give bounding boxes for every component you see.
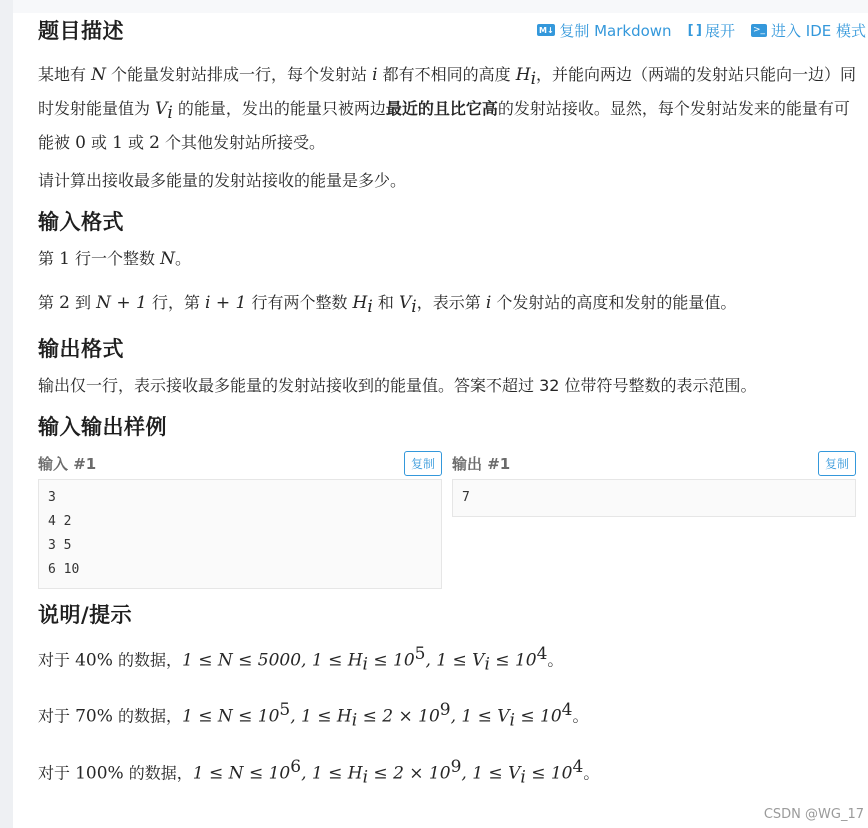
description-paragraph: 某地有 N 个能量发射站排成一行，每个发射站 i 都有不相同的高度 $H_i$，并能向两边（两端的发射站只能向一边）同时发射能量值为 $V_i$ 的能量，发出的能量只被两边最近的且比它高的发射站接收。显然，每个发射站发来的能量有可能被 0 或 1 或 2 个其他发射站所接受。 <box>38 65 857 154</box>
description-header <box>38 14 866 46</box>
markdown-icon: M↓ <box>538 25 554 35</box>
hint-row: 对于 40% 的数据，1 ≤ N ≤ 5000, $1 \le H_i \le 10^5$, $1 \le V_i \le 10^4$。 <box>38 643 564 675</box>
input-format-title: 输入格式 <box>38 210 124 235</box>
input-format-line1: 第 1 行一个整数 N。 <box>38 249 191 270</box>
hint-row: 对于 100% 的数据，$1 \le N \le 10^6$, $1 \le H_i \le 2 \times 10^9$, $1 \le V_i \le 10^4$。 <box>38 756 600 788</box>
sample-output-header <box>452 449 856 479</box>
input-format-line2: 第 2 到 N + 1 行，第 i + 1 行有两个整数 $H_i$ 和 $V_i$，表示第 i 个发射站的高度和发射的能量值。 <box>38 293 737 318</box>
hint-row: 对于 70% 的数据，$1 \le N \le 10^5$, $1 \le H_i \le 2 \times 10^9$, $1 \le V_i \le 10^4$。 <box>38 700 589 731</box>
code-line: 3 5 <box>48 537 72 553</box>
sample-output-label: 输出 #1 <box>452 455 511 474</box>
output-format-title: 输出格式 <box>38 336 124 361</box>
sample-input-header <box>38 449 442 479</box>
sample-input-label: 输入 #1 <box>38 455 97 474</box>
hints-title: 说明/提示 <box>38 602 133 627</box>
watermark: CSDN @WG_17 <box>763 807 864 822</box>
samples-row <box>38 449 858 589</box>
ide-mode-button[interactable] <box>751 20 866 41</box>
copy-markdown-label: 复制 Markdown <box>559 21 672 40</box>
left-gutter <box>0 0 13 828</box>
code-line: 7 <box>462 489 470 505</box>
top-bar <box>13 0 868 13</box>
description-question: 请计算出接收最多能量的发射站接收的能量是多少。 <box>38 171 407 191</box>
output-format-text: 输出仅一行，表示接收最多能量的发射站接收到的能量值。答案不超过 32 位带符号整数的表示范围。 <box>38 375 757 395</box>
code-line: 3 <box>48 489 56 505</box>
sample-input-code[interactable] <box>38 479 442 589</box>
sample-input <box>38 449 442 589</box>
copy-output-button[interactable]: 复制 <box>818 451 856 476</box>
copy-markdown-button[interactable] <box>537 20 671 41</box>
expand-button[interactable] <box>688 20 735 41</box>
code-line: 4 2 <box>48 513 72 529</box>
sample-output-code[interactable] <box>452 479 856 517</box>
terminal-icon: >_ <box>752 25 766 35</box>
code-line: 6 10 <box>48 561 80 577</box>
samples-title: 输入输出样例 <box>38 414 167 439</box>
sample-output <box>452 449 856 589</box>
copy-input-button[interactable]: 复制 <box>404 451 442 476</box>
expand-icon: [ ] <box>687 22 701 38</box>
problem-content <box>38 14 866 792</box>
expand-label: 展开 <box>704 21 735 40</box>
ide-mode-label: 进入 IDE 模式 <box>771 21 866 40</box>
description-title: 题目描述 <box>38 19 124 43</box>
problem-actions <box>537 20 866 41</box>
